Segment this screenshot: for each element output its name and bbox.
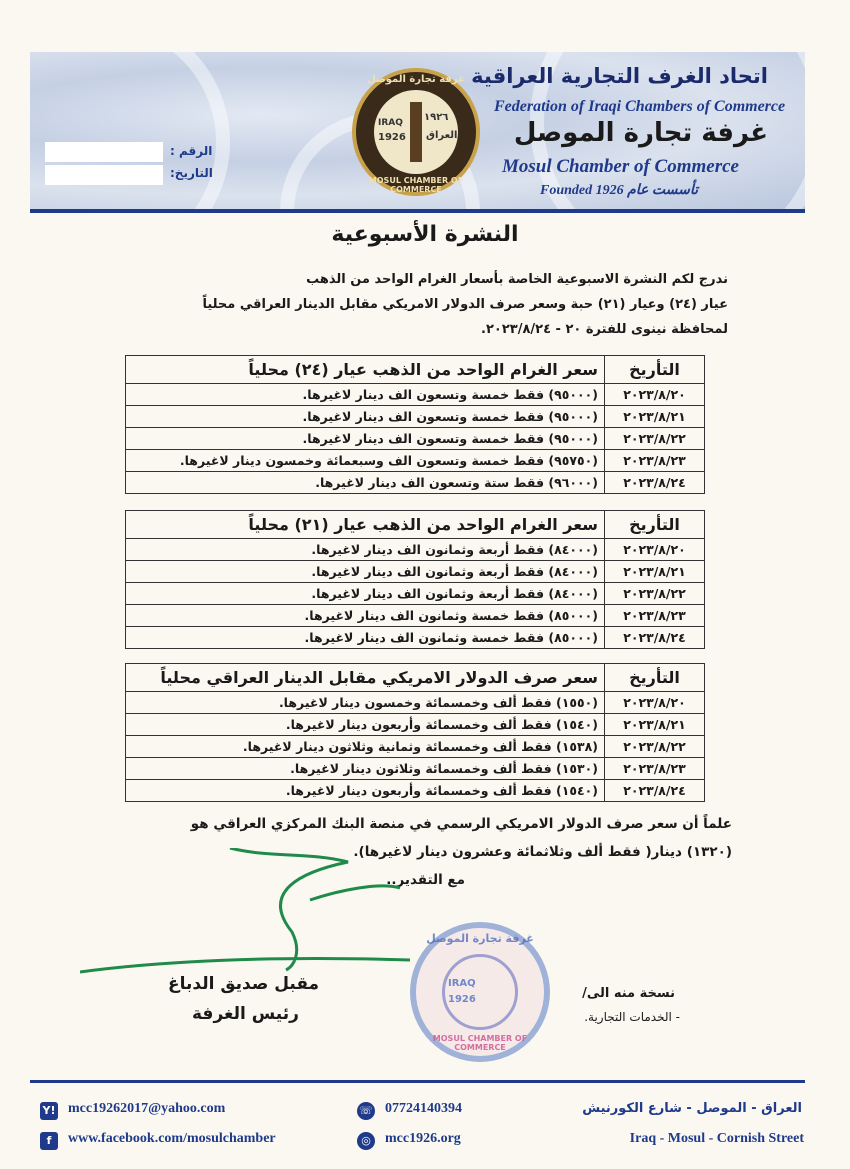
table-row xyxy=(126,736,705,758)
table-row xyxy=(126,450,705,472)
row-date: ٢٠٢٣/٨/٢١ xyxy=(605,714,705,736)
value-column-header: سعر صرف الدولار الامريكي مقابل الدينار العراقي محلياً xyxy=(126,664,605,692)
date-redacted xyxy=(45,165,163,185)
table-row xyxy=(126,758,705,780)
table-row xyxy=(126,583,705,605)
whatsapp-icon: ☏ xyxy=(357,1102,375,1120)
value-column-header: سعر الغرام الواحد من الذهب عيار (٢١) محلياً xyxy=(126,511,605,539)
signatory-name: مقبل صديق الدباغ xyxy=(168,974,320,994)
stamp-iraq: IRAQ xyxy=(448,978,476,989)
table-header-row xyxy=(126,664,705,692)
date-label: التاريخ: xyxy=(170,166,213,180)
table-header-row xyxy=(126,356,705,384)
footer-address-en: Iraq - Mosul - Cornish Street xyxy=(629,1131,804,1146)
intro-line-1: ندرج لكم النشرة الاسبوعية الخاصة بأسعار الغرام الواحد من الذهب xyxy=(306,272,728,287)
note-line-2: (١٣٢٠) دينار( فقط ألف وثلاثمائة وعشرون دينار لاغيرها). xyxy=(353,844,732,860)
row-date: ٢٠٢٣/٨/٢٣ xyxy=(605,605,705,627)
federation-name-ar: اتحاد الغرف التجارية العراقية xyxy=(471,64,768,88)
header-divider xyxy=(30,209,805,213)
row-value: (١٥٤٠) فقط ألف وخمسمائة وأربعون دينار لاغيرها. xyxy=(126,714,605,736)
row-value: (٨٤٠٠٠) فقط أربعة وثمانون الف دينار لاغيرها. xyxy=(126,539,605,561)
seal-year: 1926 xyxy=(378,132,406,143)
copy-to-item: - الخدمات التجارية. xyxy=(584,1010,680,1024)
stamp-year: 1926 xyxy=(448,994,476,1005)
row-value: (١٥٥٠) فقط ألف وخمسمائة وخمسون دينار لاغيرها. xyxy=(126,692,605,714)
row-date: ٢٠٢٣/٨/٢١ xyxy=(605,406,705,428)
table-row xyxy=(126,428,705,450)
facebook-icon: f xyxy=(40,1132,58,1150)
row-value: (٩٦٠٠٠) فقط ستة وتسعون الف دينار لاغيرها. xyxy=(126,472,605,494)
intro-line-2: عيار (٢٤) وعيار (٢١) حبة وسعر صرف الدولار الامريكي مقابل الدينار العراقي محلياً xyxy=(202,297,728,312)
document-title: النشرة الأسبوعية xyxy=(331,222,519,247)
founded-en: Founded 1926 xyxy=(540,183,624,198)
row-date: ٢٠٢٣/٨/٢٤ xyxy=(605,472,705,494)
gold-21k-table xyxy=(125,510,705,649)
date-column-header: التأريخ xyxy=(605,356,705,384)
row-value: (٩٥٠٠٠) فقط خمسة وتسعون الف دينار لاغيرها. xyxy=(126,406,605,428)
ref-label: الرقم : xyxy=(170,144,213,158)
footer-email[interactable]: mcc19262017@yahoo.com xyxy=(68,1101,226,1116)
copy-to-label: نسخة منه الى/ xyxy=(582,986,675,1001)
table-header-row xyxy=(126,511,705,539)
row-date: ٢٠٢٣/٨/٢٢ xyxy=(605,736,705,758)
footer-website[interactable]: mcc1926.org xyxy=(385,1131,461,1146)
row-date: ٢٠٢٣/٨/٢٤ xyxy=(605,627,705,649)
table-row xyxy=(126,561,705,583)
yahoo-icon: Y! xyxy=(40,1102,58,1120)
seal-iraq-ar: العراق xyxy=(426,130,458,141)
stamp-text-bottom: MOSUL CHAMBER OF COMMERCE xyxy=(432,1034,528,1052)
row-value: (١٥٣٠) فقط ألف وخمسمائة وثلاثون دينار لاغيرها. xyxy=(126,758,605,780)
footer-phone[interactable]: 07724140394 xyxy=(385,1101,462,1116)
stamp-text-top: غرفة تجارة الموصل xyxy=(426,932,534,945)
row-date: ٢٠٢٣/٨/٢٣ xyxy=(605,450,705,472)
row-value: (٨٤٠٠٠) فقط أربعة وثمانون الف دينار لاغيرها. xyxy=(126,583,605,605)
row-value: (٩٥٠٠٠) فقط خمسة وتسعون الف دينار لاغيرها. xyxy=(126,428,605,450)
seal-iraq: IRAQ xyxy=(378,118,403,128)
chamber-seal-logo xyxy=(352,68,480,196)
usd-exchange-table xyxy=(125,663,705,802)
founded-ar: تأسست عام xyxy=(627,183,699,198)
table-row xyxy=(126,692,705,714)
row-date: ٢٠٢٣/٨/٢٠ xyxy=(605,692,705,714)
table-row xyxy=(126,539,705,561)
seal-text-top: غرفة تجارة الموصل xyxy=(367,74,465,85)
row-date: ٢٠٢٣/٨/٢١ xyxy=(605,561,705,583)
seal-text-bottom: MOSUL CHAMBER OF COMMERCE xyxy=(368,176,464,194)
intro-line-3: لمحافظة نينوى للفترة ٢٠ - ٢٠٢٣/٨/٢٤. xyxy=(481,322,728,337)
footer-divider xyxy=(30,1080,805,1083)
row-date: ٢٠٢٣/٨/٢٣ xyxy=(605,758,705,780)
row-date: ٢٠٢٣/٨/٢٢ xyxy=(605,583,705,605)
seal-inner xyxy=(374,90,458,174)
row-date: ٢٠٢٣/٨/٢٢ xyxy=(605,428,705,450)
chamber-name-ar: غرفة تجارة الموصل xyxy=(513,118,768,148)
row-value: (٨٥٠٠٠) فقط خمسة وثمانون الف دينار لاغيرها. xyxy=(126,627,605,649)
chamber-name-en: Mosul Chamber of Commerce xyxy=(502,156,739,177)
footer-facebook[interactable]: www.facebook.com/mosulchamber xyxy=(68,1131,276,1146)
row-value: (٨٥٠٠٠) فقط خمسة وثمانون الف دينار لاغيرها. xyxy=(126,605,605,627)
date-column-header: التأريخ xyxy=(605,664,705,692)
table-row xyxy=(126,627,705,649)
ref-number-redacted xyxy=(45,142,163,162)
table-row xyxy=(126,472,705,494)
row-value: (٩٥٧٥٠) فقط خمسة وتسعون الف وسبعمائة وخمسون دينار لاغيرها. xyxy=(126,450,605,472)
row-value: (٨٤٠٠٠) فقط أربعة وثمانون الف دينار لاغيرها. xyxy=(126,561,605,583)
table-row xyxy=(126,605,705,627)
minaret-icon xyxy=(410,102,422,162)
date-column-header: التأريخ xyxy=(605,511,705,539)
row-date: ٢٠٢٣/٨/٢٠ xyxy=(605,539,705,561)
table-row xyxy=(126,714,705,736)
founded-line xyxy=(540,182,698,199)
row-date: ٢٠٢٣/٨/٢٠ xyxy=(605,384,705,406)
gold-24k-table xyxy=(125,355,705,494)
seal-year-ar: ١٩٢٦ xyxy=(424,112,449,123)
table-row xyxy=(126,406,705,428)
row-value: (١٥٣٨) فقط ألف وخمسمائة وثمانية وثلاثون دينار لاغيرها. xyxy=(126,736,605,758)
table-row xyxy=(126,384,705,406)
stamp-inner-ring xyxy=(442,954,518,1030)
handwritten-signature xyxy=(80,848,460,978)
row-date: ٢٠٢٣/٨/٢٤ xyxy=(605,780,705,802)
web-icon: ◎ xyxy=(357,1132,375,1150)
note-line-1: علماً أن سعر صرف الدولار الامريكي الرسمي في منصة البنك المركزي العراقي هو xyxy=(190,816,732,832)
federation-name-en: Federation of Iraqi Chambers of Commerce xyxy=(494,98,786,115)
closing-regards: مع التقدير.. xyxy=(386,872,465,888)
row-value: (٩٥٠٠٠) فقط خمسة وتسعون الف دينار لاغيرها. xyxy=(126,384,605,406)
banner-swirl xyxy=(30,52,230,210)
chamber-stamp xyxy=(410,922,550,1062)
signatory-role: رئيس الغرفة xyxy=(192,1004,299,1024)
footer-address-ar: العراق - الموصل - شارع الكورنيش xyxy=(582,1101,802,1116)
row-value: (١٥٤٠) فقط ألف وخمسمائة وأربعون دينار لاغيرها. xyxy=(126,780,605,802)
value-column-header: سعر الغرام الواحد من الذهب عيار (٢٤) محلياً xyxy=(126,356,605,384)
table-row xyxy=(126,780,705,802)
